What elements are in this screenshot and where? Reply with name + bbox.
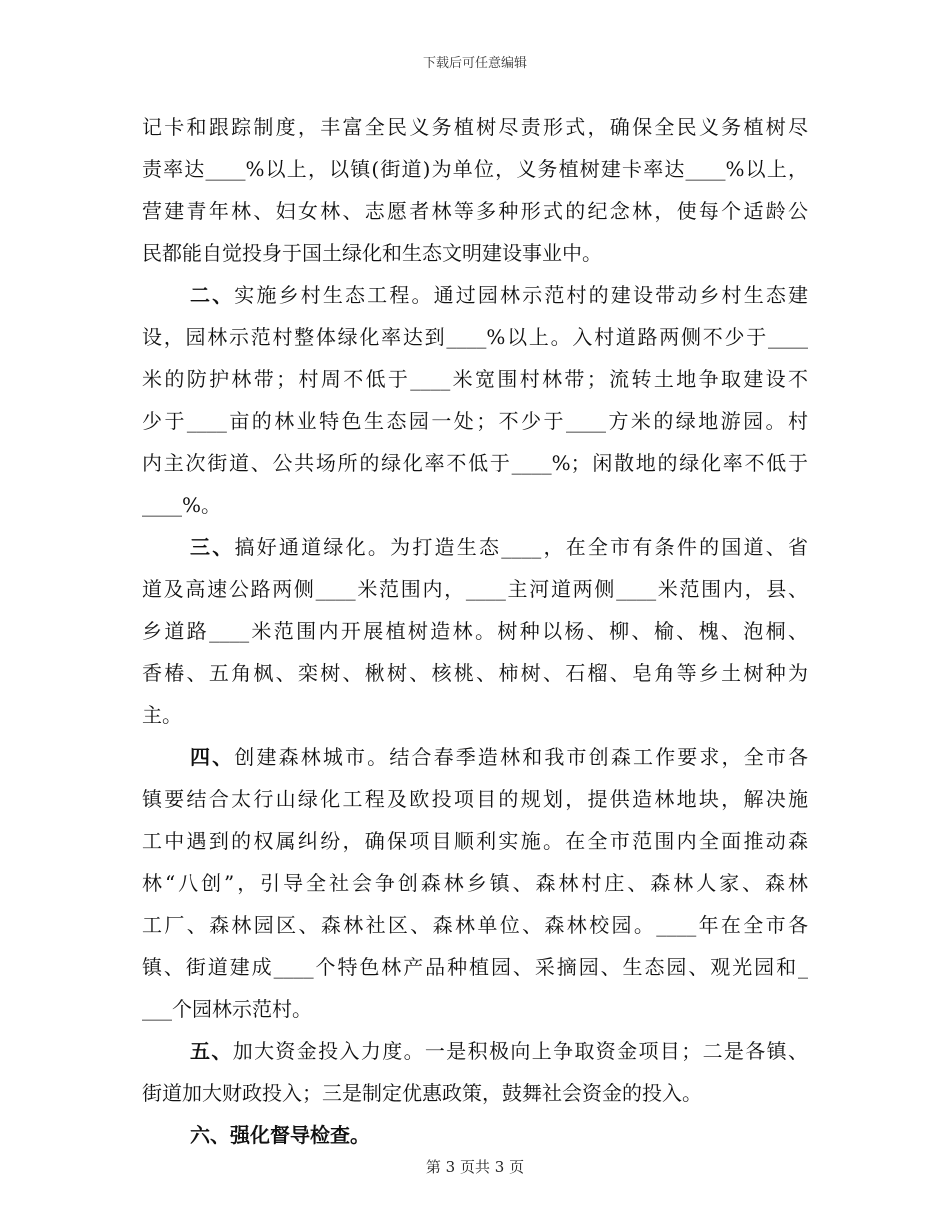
text-line: 责率达____%以上，以镇(街道)为单位，义务植树建卡率达____%以上，	[142, 157, 808, 181]
page-header: 下载后可任意编辑	[422, 56, 527, 71]
text-line	[142, 736, 808, 778]
paragraph-5	[142, 1030, 808, 1114]
text-line	[142, 1030, 808, 1072]
text-line: 工厂、森林园区、森林社区、森林单位、森林校园。____年在全市各	[142, 913, 808, 937]
text-segment: 实施乡村生态工程。通过园林示范村的建设带动乡村生态建	[234, 283, 808, 307]
paragraph-2	[142, 274, 808, 526]
text-line: 工中遇到的权属纠纷，确保项目顺利实施。在全市范围内全面推动森	[142, 829, 808, 853]
section-number: 二、	[190, 283, 235, 307]
text-line: 记卡和跟踪制度，丰富全民义务植树尽责形式，确保全民义务植树尽	[142, 115, 808, 139]
paragraph-3	[142, 526, 808, 736]
text-line	[142, 526, 808, 568]
text-line: 街道加大财政投入；三是制定优惠政策，鼓舞社会资金的投入。	[142, 1081, 702, 1105]
text-line: 林“八创”，引导全社会争创森林乡镇、森林村庄、森林人家、森林	[142, 871, 808, 895]
text-line: 少于____亩的林业特色生态园一处；不少于____方米的绿地游园。村	[142, 409, 808, 433]
text-segment: 创建森林城市。结合春季造林和我市创森工作要求，全市各	[234, 745, 808, 769]
section-number: 四、	[190, 745, 235, 769]
text-line: 米的防护林带；村周不低于____米宽围村林带；流转土地争取建设不	[142, 367, 808, 391]
section-number: 五、	[190, 1039, 233, 1063]
text-line: 设，园林示范村整体绿化率达到____%以上。入村道路两侧不少于____	[142, 325, 808, 349]
paragraph-4	[142, 736, 808, 1030]
text-line: ___个园林示范村。	[142, 997, 312, 1021]
text-line: 乡道路____米范围内开展植树造林。树种以杨、柳、榆、槐、泡桐、	[142, 619, 808, 643]
section-heading: 六、强化督导检查。	[190, 1123, 370, 1147]
text-line: 内主次街道、公共场所的绿化率不低于____%；闲散地的绿化率不低于	[142, 451, 808, 475]
text-line: ____%。	[142, 493, 222, 517]
text-line: 主。	[142, 703, 182, 727]
text-line: 香椿、五角枫、栾树、楸树、核桃、柿树、石榴、皂角等乡土树种为	[142, 661, 808, 685]
text-segment: 搞好通道绿化。为打造生态____，在全市有条件的国道、省	[234, 535, 808, 559]
text-line: 道及高速公路两侧____米范围内，____主河道两侧____米范围内，县、	[142, 577, 808, 601]
paragraph-1	[142, 106, 808, 274]
section-number: 三、	[190, 535, 235, 559]
text-line: 营建青年林、妇女林、志愿者林等多种形式的纪念林，使每个适龄公	[142, 199, 808, 223]
text-line: 民都能自觉投身于国土绿化和生态文明建设事业中。	[142, 241, 602, 265]
document-body	[142, 106, 808, 1156]
page-footer: 第 3 页共 3 页	[425, 1158, 525, 1176]
text-segment: 加大资金投入力度。一是积极向上争取资金项目；二是各镇、	[232, 1039, 808, 1063]
text-line	[142, 274, 808, 316]
text-line: 镇要结合太行山绿化工程及欧投项目的规划，提供造林地块，解决施	[142, 787, 808, 811]
paragraph-6	[142, 1114, 808, 1156]
text-line: 镇、街道建成____个特色林产品种植园、采摘园、生态园、观光园和_	[142, 955, 808, 979]
